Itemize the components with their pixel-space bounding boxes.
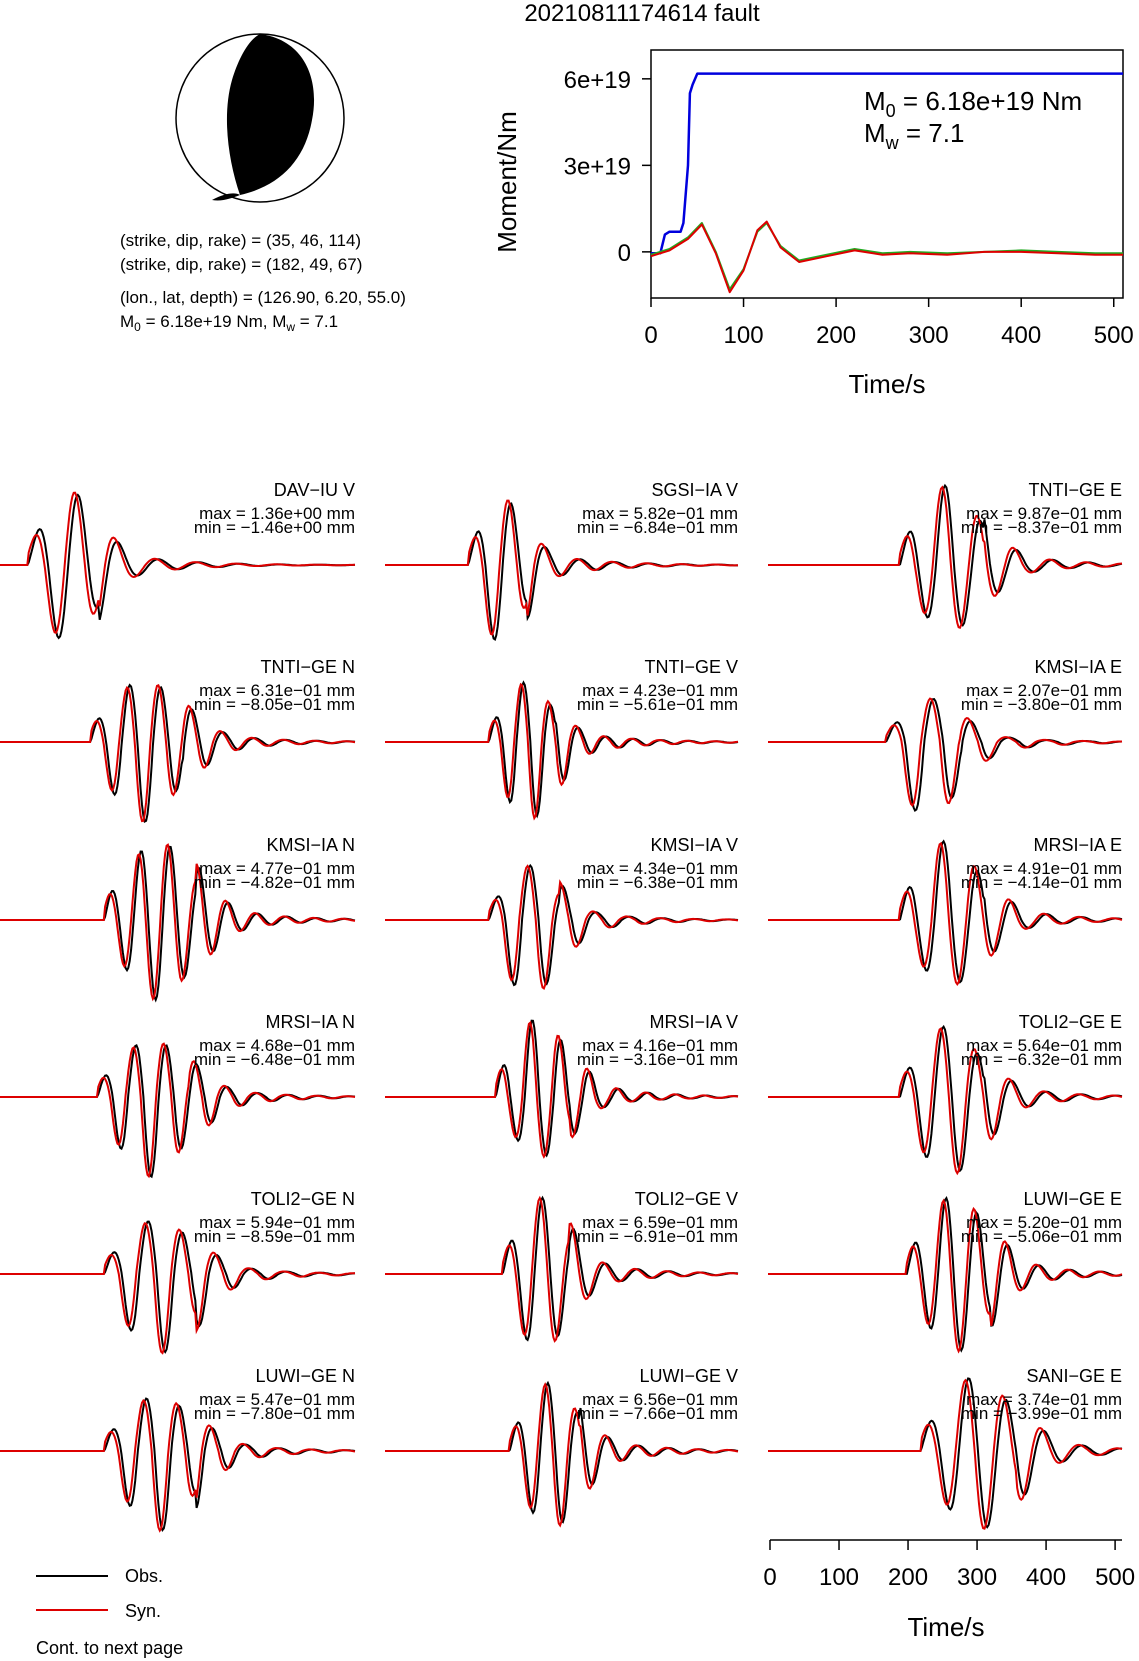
trace-min-label: min = −8.59e−01 mm (193, 1227, 355, 1246)
nodal-plane-1: (strike, dip, rake) = (35, 46, 114) (120, 231, 362, 250)
moment-text: $M_0 = 6.18e+19$ Nm, $M_w = 7.1$ (120, 312, 339, 334)
moment-xtick-label: 300 (908, 322, 949, 349)
trace-max-label: max = 4.34e−01 mm (582, 859, 738, 878)
figure-title: 20210811174614 fault (524, 0, 760, 27)
moment-chart (492, 50, 1134, 399)
trace-panel (385, 1366, 738, 1525)
trace-station-label: TOLI2−GE N (250, 1189, 355, 1209)
trace-panel (0, 1366, 355, 1531)
trace-min-label: min = −4.82e−01 mm (193, 873, 355, 892)
trace-panel (385, 1012, 738, 1157)
trace-max-label: max = 1.36e+00 mm (199, 504, 355, 523)
moment-xtick-label: 400 (1001, 322, 1042, 349)
moment-chart-xlabel: Time/s (848, 369, 926, 399)
trace-max-label: max = 4.16e−01 mm (582, 1036, 738, 1055)
trace-panel (0, 480, 355, 638)
trace-panel (768, 657, 1122, 811)
trace-min-label: min = −6.38e−01 mm (576, 873, 738, 892)
trace-min-label: min = −3.80e−01 mm (960, 695, 1122, 714)
trace-panel (768, 480, 1122, 628)
trace-min-label: min = −8.37e−01 mm (960, 518, 1122, 537)
moment-ytick-label: 3e+19 (563, 153, 631, 181)
moment-xtick-label: 500 (1093, 322, 1134, 349)
trace-panel (385, 1189, 738, 1341)
moment-ytick-label: 0 (617, 239, 631, 267)
trace-max-label: max = 6.59e−01 mm (582, 1213, 738, 1232)
trace-station-label: DAV−IU V (273, 480, 355, 500)
nodal-plane-2: (strike, dip, rake) = (182, 49, 67) (120, 255, 363, 274)
trace-panel (768, 835, 1122, 984)
trace-max-label: max = 6.56e−01 mm (582, 1390, 738, 1409)
trace-panel (385, 835, 738, 988)
trace-station-label: TNTI−GE V (644, 657, 738, 677)
trace-min-label: min = −5.61e−01 mm (576, 695, 738, 714)
moment-annotation-m0: $M_0 = 6.18e+19$ Nm (864, 86, 1083, 121)
trace-station-label: MRSI−IA N (265, 1012, 355, 1032)
trace-panel (0, 657, 355, 822)
moment-xtick-label: 200 (816, 322, 857, 349)
trace-min-label: min = −7.80e−01 mm (193, 1404, 355, 1423)
waveform-time-axis (763, 1540, 1135, 1642)
trace-min-label: min = −7.66e−01 mm (576, 1404, 738, 1423)
trace-panel (385, 657, 738, 818)
trace-min-label: min = −6.84e−01 mm (576, 518, 738, 537)
trace-station-label: KMSI−IA N (266, 835, 355, 855)
trace-station-label: TNTI−GE E (1028, 480, 1122, 500)
trace-station-label: LUWI−GE V (639, 1366, 738, 1386)
trace-max-label: max = 4.23e−01 mm (582, 681, 738, 700)
trace-station-label: SANI−GE E (1026, 1366, 1122, 1386)
trace-max-label: max = 5.47e−01 mm (199, 1390, 355, 1409)
wave-xtick-label: 0 (763, 1564, 777, 1591)
moment-ytick-label: 6e+19 (563, 66, 631, 94)
wave-xtick-label: 300 (957, 1564, 998, 1591)
trace-max-label: max = 4.77e−01 mm (199, 859, 355, 878)
wave-xtick-label: 500 (1095, 1564, 1136, 1591)
wave-xtick-label: 400 (1026, 1564, 1067, 1591)
moment-annotation-mw: $M_w = 7.1$ (864, 118, 965, 153)
trace-min-label: min = −1.46e+00 mm (193, 518, 355, 537)
trace-panel (768, 1189, 1122, 1351)
trace-min-label: min = −3.16e−01 mm (576, 1050, 738, 1069)
trace-panel (0, 1189, 355, 1353)
trace-station-label: LUWI−GE E (1023, 1189, 1122, 1209)
trace-max-label: max = 5.94e−01 mm (199, 1213, 355, 1232)
trace-station-label: LUWI−GE N (255, 1366, 355, 1386)
trace-min-label: min = −3.99e−01 mm (960, 1404, 1122, 1423)
trace-panel (0, 835, 355, 1000)
trace-min-label: min = −6.32e−01 mm (960, 1050, 1122, 1069)
trace-max-label: max = 5.64e−01 mm (966, 1036, 1122, 1055)
trace-panel (768, 1366, 1122, 1529)
trace-max-label: max = 9.87e−01 mm (966, 504, 1122, 523)
wave-xtick-label: 100 (818, 1564, 860, 1591)
beachball (176, 34, 344, 202)
trace-panel (0, 1012, 355, 1177)
trace-max-label: max = 3.74e−01 mm (966, 1390, 1122, 1409)
legend (36, 1566, 163, 1621)
trace-max-label: max = 4.68e−01 mm (199, 1036, 355, 1055)
trace-station-label: MRSI−IA V (649, 1012, 738, 1032)
trace-station-label: SGSI−IA V (651, 480, 738, 500)
trace-station-label: TNTI−GE N (260, 657, 355, 677)
waveform-panels (0, 480, 1122, 1531)
legend-obs-label: Obs. (125, 1566, 164, 1586)
trace-panel (385, 480, 738, 639)
trace-min-label: min = −8.05e−01 mm (193, 695, 355, 714)
trace-panel (768, 1012, 1122, 1173)
trace-station-label: KMSI−IA E (1034, 657, 1122, 677)
trace-station-label: TOLI2−GE V (634, 1189, 738, 1209)
trace-station-label: TOLI2−GE E (1018, 1012, 1122, 1032)
location-text: (lon., lat, depth) = (126.90, 6.20, 55.0) (120, 288, 406, 307)
trace-min-label: min = −4.14e−01 mm (960, 873, 1122, 892)
moment-series-1 (651, 223, 1123, 289)
trace-station-label: MRSI−IA E (1033, 835, 1122, 855)
wave-xtick-label: 200 (888, 1564, 929, 1591)
trace-min-label: min = −6.91e−01 mm (576, 1227, 738, 1246)
trace-max-label: max = 6.31e−01 mm (199, 681, 355, 700)
waveform-xlabel: Time/s (907, 1612, 985, 1642)
moment-chart-ylabel: Moment/Nm (492, 111, 522, 253)
moment-xtick-label: 100 (723, 322, 764, 349)
trace-station-label: KMSI−IA V (650, 835, 738, 855)
continuation-note: Cont. to next page (36, 1638, 184, 1658)
legend-syn-label: Syn. (125, 1601, 162, 1621)
trace-max-label: max = 5.20e−01 mm (966, 1213, 1122, 1232)
moment-series-2 (651, 222, 1123, 293)
trace-min-label: min = −6.48e−01 mm (193, 1050, 355, 1069)
trace-max-label: max = 2.07e−01 mm (966, 681, 1122, 700)
trace-max-label: max = 4.91e−01 mm (966, 859, 1122, 878)
trace-min-label: min = −5.06e−01 mm (960, 1227, 1122, 1246)
trace-max-label: max = 5.82e−01 mm (582, 504, 738, 523)
moment-xtick-label: 0 (644, 322, 658, 349)
